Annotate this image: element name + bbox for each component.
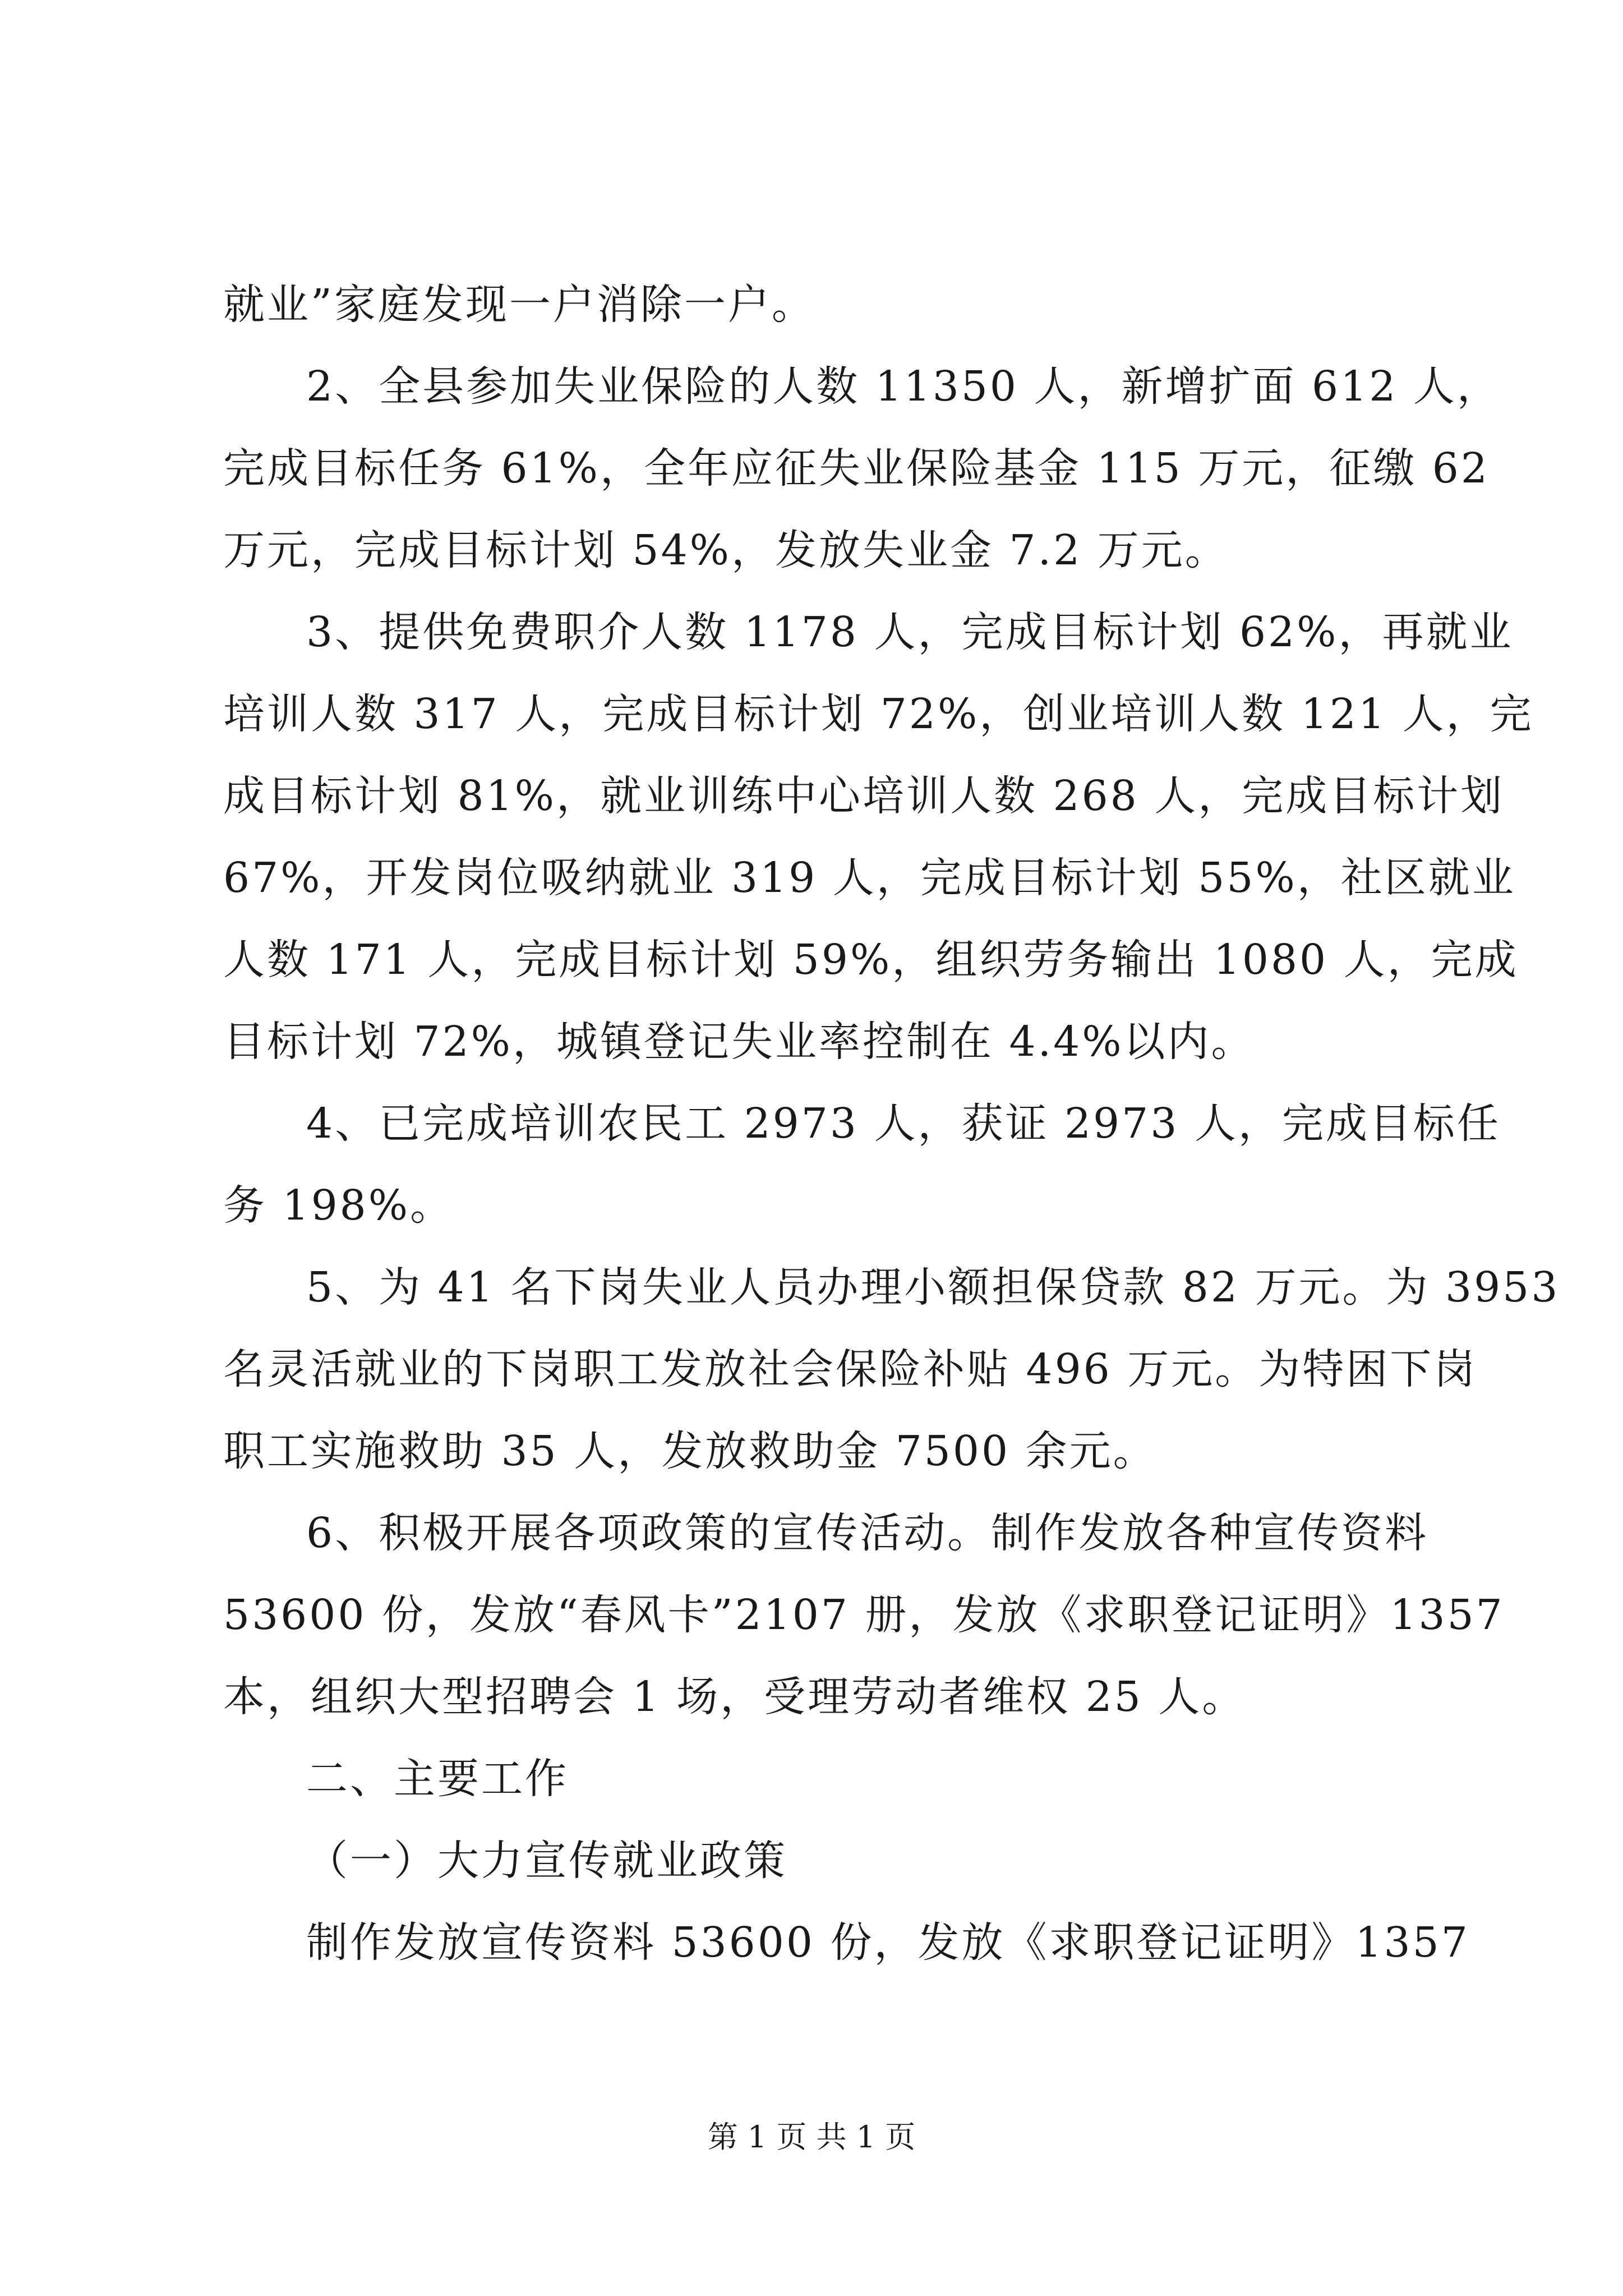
text-line: 完成目标任务 61%，全年应征失业保险基金 115 万元，征缴 62 [223,444,1490,493]
text-line: 培训人数 317 人，完成目标计划 72%，创业培训人数 121 人，完 [223,690,1534,738]
text-line: 职工实施救助 35 人，发放救助金 7500 余元。 [223,1427,1157,1475]
text-line: 万元，完成目标计划 54%，发放失业金 7.2 万元。 [223,526,1229,574]
text-line: 成目标计划 81%，就业训练中心培训人数 268 人，完成目标计划 [223,772,1505,820]
text-line: 5、为 41 名下岗失业人员办理小额担保贷款 82 万元。为 3953 [306,1263,1560,1312]
text-line: 务 198%。 [223,1181,454,1230]
text-line: 目标计划 72%，城镇登记失业率控制在 4.4%以内。 [223,1018,1255,1066]
subsection-heading: （一）大力宣传就业政策 [306,1837,787,1885]
text-line: 就业”家庭发现一户消除一户。 [223,280,815,329]
section-heading: 二、主要工作 [306,1755,569,1803]
text-line: 名灵活就业的下岗职工发放社会保险补贴 496 万元。为特困下岗 [223,1345,1478,1393]
text-line: 4、已完成培训农民工 2973 人，获证 2973 人，完成目标任 [306,1099,1501,1148]
text-line: 2、全县参加失业保险的人数 11350 人，新增扩面 612 人， [306,362,1501,411]
text-line: 人数 171 人，完成目标计划 59%，组织劳务输出 1080 人，完成 [223,936,1519,984]
text-line: 6、积极开展各项政策的宣传活动。制作发放各种宣传资料 [306,1509,1429,1557]
text-line: 3、提供免费职介人数 1178 人，完成目标计划 62%，再就业 [306,608,1514,656]
text-line: 制作发放宣传资料 53600 份，发放《求职登记证明》1357 [306,1918,1470,1967]
text-line: 67%，开发岗位吸纳就业 319 人，完成目标计划 55%，社区就业 [223,854,1516,902]
text-line: 本，组织大型招聘会 1 场，受理劳动者维权 25 人。 [223,1673,1246,1721]
text-line: 53600 份，发放“春风卡”2107 册，发放《求职登记证明》1357 [223,1591,1505,1639]
document-body [223,264,1560,1984]
page-footer: 第 1 页 共 1 页 [707,2119,916,2155]
